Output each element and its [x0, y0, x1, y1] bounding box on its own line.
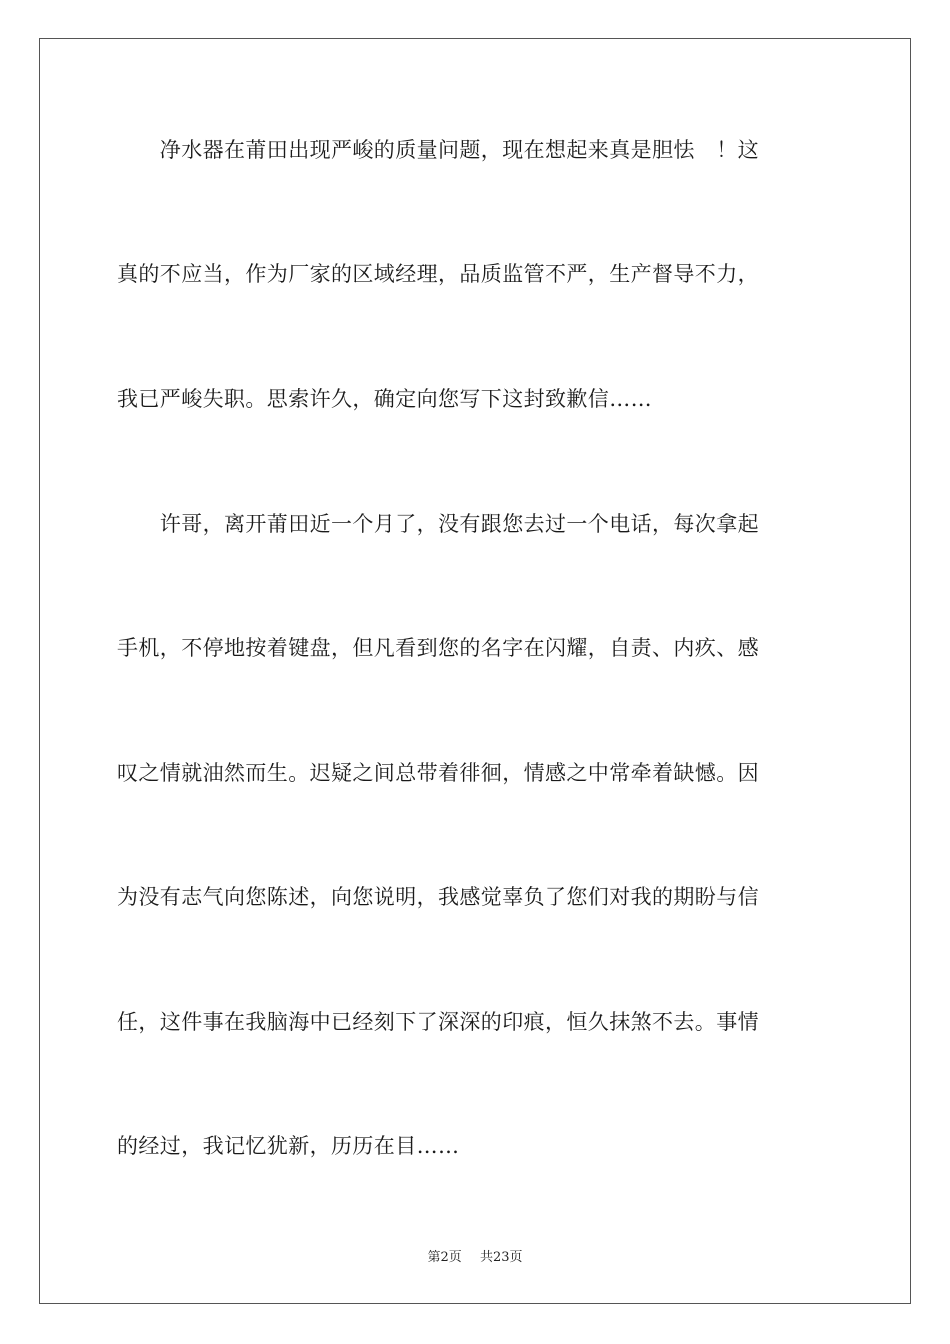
paragraph-2-line-4: 为没有志气向您陈述，向您说明，我感觉辜负了您们对我的期盼与信: [117, 885, 759, 909]
paragraph-2-line-3: 叹之情就油然而生。迟疑之间总带着徘徊，情感之中常牵着缺憾。因: [117, 761, 759, 785]
page-total: 共23页: [479, 1250, 523, 1265]
page-footer: [0, 1246, 950, 1265]
paragraph-1-line-2: 真的不应当，作为厂家的区域经理，品质监管不严，生产督导不力，: [117, 262, 759, 286]
paragraph-2-line-6: 的经过，我记忆犹新，历历在目……: [117, 1134, 460, 1158]
paragraph-1-line-3: 我已严峻失职。思索许久，确定向您写下这封致歉信……: [117, 387, 652, 411]
paragraph-2-line-1: 许哥，离开莆田近一个月了，没有跟您去过一个电话，每次拿起: [117, 512, 759, 536]
page-number: 第2页: [427, 1250, 462, 1265]
paragraph-2-line-2: 手机，不停地按着键盘，但凡看到您的名字在闪耀，自责、内疚、感: [117, 636, 759, 660]
paragraph-1-line-1: 净水器在莆田出现严峻的质量问题，现在想起来真是胆怯 ！这: [117, 138, 759, 162]
page-border: [39, 38, 911, 1304]
paragraph-2-line-5: 任，这件事在我脑海中已经刻下了深深的印痕，恒久抹煞不去。事情: [117, 1010, 759, 1034]
